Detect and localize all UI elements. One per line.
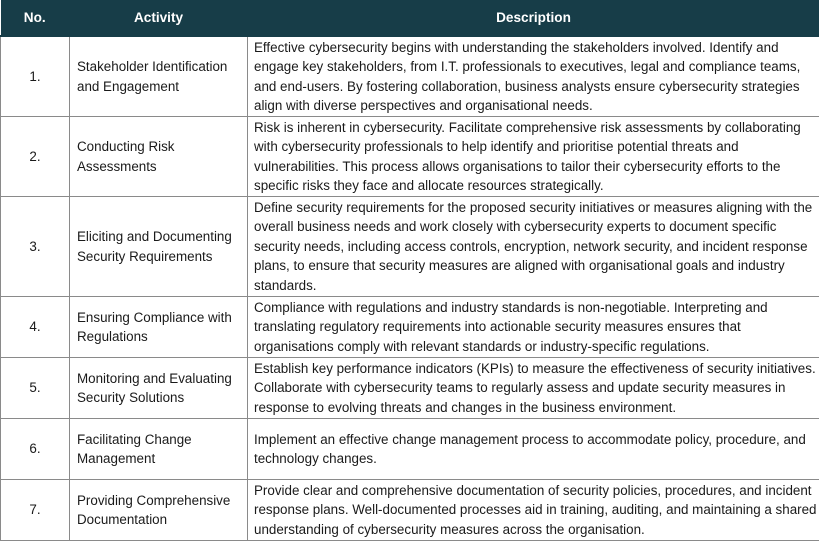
activity-cell: Providing Comprehensive Documentation	[70, 480, 248, 541]
table-row	[1, 419, 819, 480]
table-row	[1, 197, 819, 297]
table-row	[1, 297, 819, 358]
activity-cell: Facilitating Change Management	[70, 419, 248, 480]
table-row	[1, 480, 819, 541]
activity-cell: Ensuring Compliance with Regulations	[70, 297, 248, 358]
description-cell: Define security requirements for the proposed security initiatives or measures aligning with the overall business needs and work closely with cybersecurity experts to document specific security needs, including access controls, encryption, network security, and incident response plans, to ensure that security measures are aligned with organisational goals and industry standards.	[248, 197, 819, 297]
activity-cell: Stakeholder Identification and Engagement	[70, 36, 248, 117]
row-number: 1.	[1, 36, 70, 117]
row-number: 7.	[1, 480, 70, 541]
description-cell: Effective cybersecurity begins with understanding the stakeholders involved. Identify and engage key stakeholders, from I.T. professionals to executives, legal and compliance teams, and end-users. By fostering collaboration, business analysts ensure cybersecurity strategies align with diverse perspectives and organisational needs.	[248, 36, 819, 117]
header-row	[1, 0, 819, 36]
row-number: 2.	[1, 117, 70, 197]
table-row	[1, 36, 819, 117]
description-cell: Compliance with regulations and industry standards is non-negotiable. Interpreting and translating regulatory requirements into actionable security measures ensures that organisations comply with relevant standards or industry-specific regulations.	[248, 297, 819, 358]
row-number: 6.	[1, 419, 70, 480]
row-number: 4.	[1, 297, 70, 358]
description-cell: Provide clear and comprehensive documentation of security policies, procedures, and incident response plans. Well-documented processes aid in training, auditing, and maintaining a shared understanding of cybersecurity measures across the organisation.	[248, 480, 819, 541]
description-cell: Implement an effective change management process to accommodate policy, procedure, and technology changes.	[248, 419, 819, 480]
table-row	[1, 117, 819, 197]
description-cell: Risk is inherent in cybersecurity. Facilitate comprehensive risk assessments by collaborating with cybersecurity professionals to help identify and prioritise potential threats and vulnerabilities. This process allows organisations to tailor their cybersecurity efforts to the specific risks they face and allocate resources strategically.	[248, 117, 819, 197]
activity-cell: Monitoring and Evaluating Security Solutions	[70, 358, 248, 419]
header-description: Description	[248, 0, 819, 36]
activity-cell: Conducting Risk Assessments	[70, 117, 248, 197]
header-no: No.	[1, 0, 70, 36]
table-row	[1, 358, 819, 419]
row-number: 3.	[1, 197, 70, 297]
header-activity: Activity	[70, 0, 248, 36]
activity-cell: Eliciting and Documenting Security Requirements	[70, 197, 248, 297]
row-number: 5.	[1, 358, 70, 419]
description-cell: Establish key performance indicators (KPIs) to measure the effectiveness of security initiatives. Collaborate with cybersecurity teams to regularly assess and update security measures in response to evolving threats and changes in the business environment.	[248, 358, 819, 419]
